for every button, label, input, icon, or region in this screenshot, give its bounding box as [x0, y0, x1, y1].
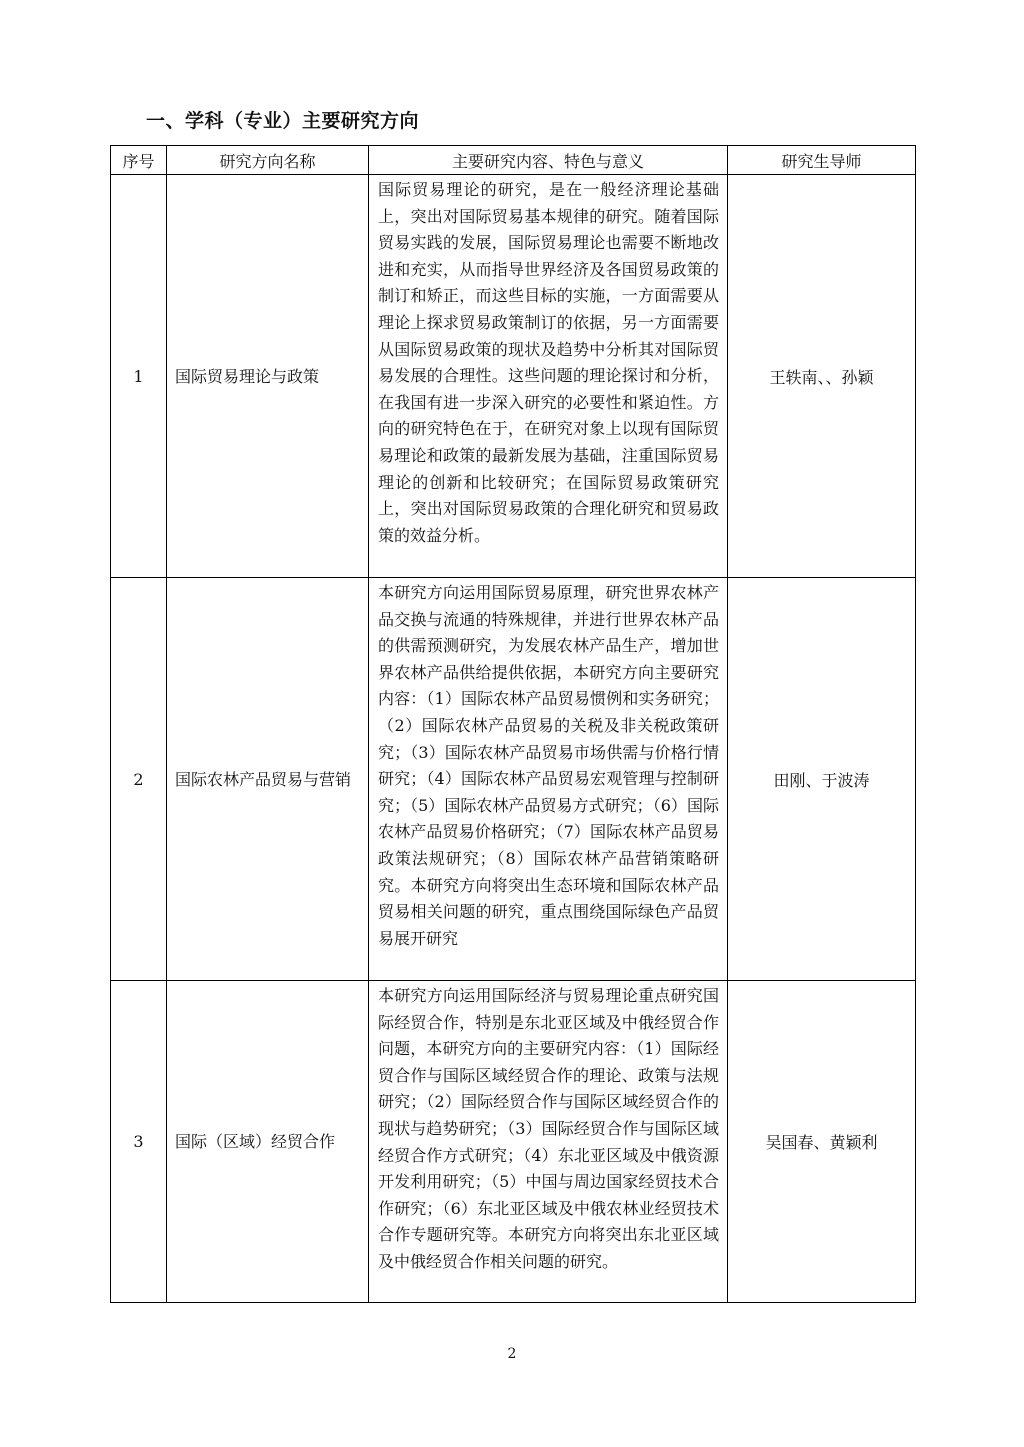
row-seq: 1: [111, 175, 167, 578]
header-name: 研究方向名称: [167, 146, 369, 175]
table-header-row: [111, 146, 916, 175]
row-tutor: 王轶南、、孙颖: [728, 175, 916, 578]
table-row: [111, 981, 916, 1303]
research-directions-table: [110, 145, 916, 1303]
table-row: [111, 175, 916, 578]
row-direction-name: 国际农林产品贸易与营销: [167, 578, 369, 981]
row-tutor: 田刚、于波涛: [728, 578, 916, 981]
row-tutor: 吴国春、黄颖利: [728, 981, 916, 1303]
header-seq: 序号: [111, 146, 167, 175]
row-content: 本研究方向运用国际经济与贸易理论重点研究国际经贸合作，特别是东北亚区域及中俄经贸合作问题，本研究方向的主要研究内容：（1）国际经贸合作与国际区域经贸合作的理论、政策与法规研究；（2）国际经贸合作与国际区域经贸合作的现状与趋势研究；（3）国际经贸合作与国际区域经贸合作方式研究；（4）东北亚区域及中俄资源开发利用研究；（5）中国与周边国家经贸技术合作研究；（6）东北亚区域及中俄农林业经贸技术合作专题研究等。本研究方向将突出东北亚区域及中俄经贸合作相关问题的研究。: [369, 981, 728, 1303]
table-row: [111, 578, 916, 981]
header-tutor: 研究生导师: [728, 146, 916, 175]
row-direction-name: 国际（区域）经贸合作: [167, 981, 369, 1303]
row-content: 国际贸易理论的研究，是在一般经济理论基础上，突出对国际贸易基本规律的研究。随着国际贸易实践的发展，国际贸易理论也需要不断地改进和充实，从而指导世界经济及各国贸易政策的制订和矫正，而这些目标的实施，一方面需要从理论上探求贸易政策制订的依据，另一方面需要从国际贸易政策的现状及趋势中分析其对国际贸易发展的合理性。这些问题的理论探讨和分析，在我国有进一步深入研究的必要性和紧迫性。方向的研究特色在于，在研究对象上以现有国际贸易理论和政策的最新发展为基础，注重国际贸易理论的创新和比较研究；在国际贸易政策研究上，突出对国际贸易政策的合理化研究和贸易政策的效益分析。: [369, 175, 728, 578]
header-content: 主要研究内容、特色与意义: [369, 146, 728, 175]
page-number: 2: [507, 1346, 517, 1362]
section-title: 一、学科（专业）主要研究方向: [146, 110, 420, 132]
row-seq: 2: [111, 578, 167, 981]
row-content: 本研究方向运用国际贸易原理，研究世界农林产品交换与流通的特殊规律，并进行世界农林产品的供需预测研究，为发展农林产品生产，增加世界农林产品供给提供依据，本研究方向主要研究内容：（1）国际农林产品贸易惯例和实务研究；（2）国际农林产品贸易的关税及非关税政策研究；（3）国际农林产品贸易市场供需与价格行情研究；（4）国际农林产品贸易宏观管理与控制研究；（5）国际农林产品贸易方式研究；（6）国际农林产品贸易价格研究；（7）国际农林产品贸易政策法规研究；（8）国际农林产品营销策略研究。本研究方向将突出生态环境和国际农林产品贸易相关问题的研究，重点围绕国际绿色产品贸易展开研究: [369, 578, 728, 981]
row-direction-name: 国际贸易理论与政策: [167, 175, 369, 578]
row-seq: 3: [111, 981, 167, 1303]
